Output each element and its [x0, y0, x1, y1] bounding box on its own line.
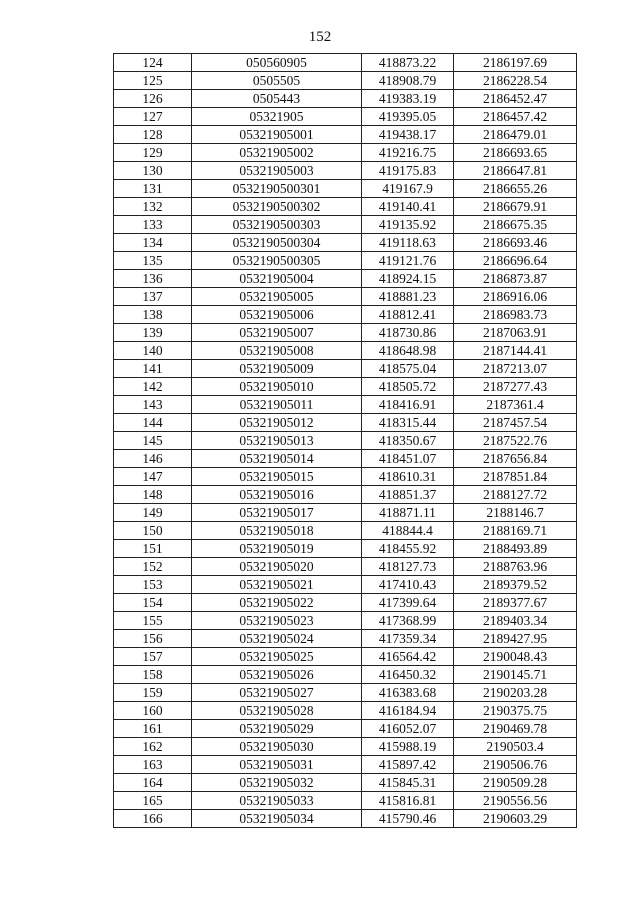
x-coordinate-cell: 419118.63 — [362, 234, 454, 252]
table-row — [114, 180, 577, 198]
table-row — [114, 306, 577, 324]
y-coordinate-cell: 2189427.95 — [454, 630, 577, 648]
table-row — [114, 342, 577, 360]
row-number-cell: 131 — [114, 180, 192, 198]
y-coordinate-cell: 2188169.71 — [454, 522, 577, 540]
table-row — [114, 612, 577, 630]
point-code-cell: 05321905026 — [192, 666, 362, 684]
row-number-cell: 149 — [114, 504, 192, 522]
row-number-cell: 154 — [114, 594, 192, 612]
point-code-cell: 05321905011 — [192, 396, 362, 414]
y-coordinate-cell: 2190603.29 — [454, 810, 577, 828]
table-row — [114, 54, 577, 72]
table-row — [114, 684, 577, 702]
point-code-cell: 05321905024 — [192, 630, 362, 648]
table-row — [114, 252, 577, 270]
table-row — [114, 630, 577, 648]
x-coordinate-cell: 419438.17 — [362, 126, 454, 144]
row-number-cell: 150 — [114, 522, 192, 540]
table-row — [114, 504, 577, 522]
y-coordinate-cell: 2188127.72 — [454, 486, 577, 504]
table-row — [114, 396, 577, 414]
row-number-cell: 142 — [114, 378, 192, 396]
y-coordinate-cell: 2187277.43 — [454, 378, 577, 396]
x-coordinate-cell: 415988.19 — [362, 738, 454, 756]
table-row — [114, 666, 577, 684]
y-coordinate-cell: 2190506.76 — [454, 756, 577, 774]
row-number-cell: 161 — [114, 720, 192, 738]
row-number-cell: 146 — [114, 450, 192, 468]
x-coordinate-cell: 419175.83 — [362, 162, 454, 180]
table-row — [114, 378, 577, 396]
row-number-cell: 157 — [114, 648, 192, 666]
point-code-cell: 05321905003 — [192, 162, 362, 180]
row-number-cell: 125 — [114, 72, 192, 90]
point-code-cell: 05321905033 — [192, 792, 362, 810]
row-number-cell: 163 — [114, 756, 192, 774]
table-row — [114, 360, 577, 378]
table-row — [114, 216, 577, 234]
row-number-cell: 124 — [114, 54, 192, 72]
x-coordinate-cell: 418610.31 — [362, 468, 454, 486]
row-number-cell: 164 — [114, 774, 192, 792]
table-row — [114, 594, 577, 612]
y-coordinate-cell: 2190469.78 — [454, 720, 577, 738]
table-row — [114, 468, 577, 486]
table-row — [114, 558, 577, 576]
x-coordinate-cell: 418871.11 — [362, 504, 454, 522]
x-coordinate-cell: 417359.34 — [362, 630, 454, 648]
row-number-cell: 129 — [114, 144, 192, 162]
row-number-cell: 133 — [114, 216, 192, 234]
table-row — [114, 702, 577, 720]
table-row — [114, 414, 577, 432]
row-number-cell: 151 — [114, 540, 192, 558]
table-row — [114, 774, 577, 792]
y-coordinate-cell: 2186983.73 — [454, 306, 577, 324]
table-row — [114, 432, 577, 450]
x-coordinate-cell: 418812.41 — [362, 306, 454, 324]
row-number-cell: 132 — [114, 198, 192, 216]
row-number-cell: 138 — [114, 306, 192, 324]
x-coordinate-cell: 418924.15 — [362, 270, 454, 288]
point-code-cell: 05321905031 — [192, 756, 362, 774]
row-number-cell: 137 — [114, 288, 192, 306]
x-coordinate-cell: 417410.43 — [362, 576, 454, 594]
point-code-cell: 050560905 — [192, 54, 362, 72]
table-row — [114, 522, 577, 540]
y-coordinate-cell: 2189379.52 — [454, 576, 577, 594]
point-code-cell: 05321905025 — [192, 648, 362, 666]
point-code-cell: 0532190500304 — [192, 234, 362, 252]
row-number-cell: 156 — [114, 630, 192, 648]
x-coordinate-cell: 418851.37 — [362, 486, 454, 504]
point-code-cell: 05321905010 — [192, 378, 362, 396]
y-coordinate-cell: 2187063.91 — [454, 324, 577, 342]
x-coordinate-cell: 418873.22 — [362, 54, 454, 72]
row-number-cell: 128 — [114, 126, 192, 144]
point-code-cell: 05321905002 — [192, 144, 362, 162]
table-row — [114, 738, 577, 756]
row-number-cell: 147 — [114, 468, 192, 486]
x-coordinate-cell: 418844.4 — [362, 522, 454, 540]
y-coordinate-cell: 2186675.35 — [454, 216, 577, 234]
y-coordinate-cell: 2188763.96 — [454, 558, 577, 576]
point-code-cell: 0532190500305 — [192, 252, 362, 270]
row-number-cell: 135 — [114, 252, 192, 270]
row-number-cell: 165 — [114, 792, 192, 810]
y-coordinate-cell: 2186693.65 — [454, 144, 577, 162]
row-number-cell: 126 — [114, 90, 192, 108]
y-coordinate-cell: 2186452.47 — [454, 90, 577, 108]
point-code-cell: 05321905004 — [192, 270, 362, 288]
y-coordinate-cell: 2187522.76 — [454, 432, 577, 450]
y-coordinate-cell: 2186696.64 — [454, 252, 577, 270]
point-code-cell: 05321905014 — [192, 450, 362, 468]
point-code-cell: 0505443 — [192, 90, 362, 108]
x-coordinate-cell: 416383.68 — [362, 684, 454, 702]
row-number-cell: 141 — [114, 360, 192, 378]
x-coordinate-cell: 419216.75 — [362, 144, 454, 162]
point-code-cell: 05321905005 — [192, 288, 362, 306]
y-coordinate-cell: 2187851.84 — [454, 468, 577, 486]
y-coordinate-cell: 2190375.75 — [454, 702, 577, 720]
table-row — [114, 288, 577, 306]
y-coordinate-cell: 2186679.91 — [454, 198, 577, 216]
table-row — [114, 234, 577, 252]
x-coordinate-cell: 418575.04 — [362, 360, 454, 378]
page-number: 152 — [308, 29, 332, 45]
y-coordinate-cell: 2186197.69 — [454, 54, 577, 72]
table-row — [114, 486, 577, 504]
table-row — [114, 90, 577, 108]
x-coordinate-cell: 418350.67 — [362, 432, 454, 450]
point-code-cell: 05321905008 — [192, 342, 362, 360]
point-code-cell: 05321905009 — [192, 360, 362, 378]
point-code-cell: 05321905018 — [192, 522, 362, 540]
x-coordinate-cell: 418315.44 — [362, 414, 454, 432]
point-code-cell: 0532190500301 — [192, 180, 362, 198]
point-code-cell: 05321905027 — [192, 684, 362, 702]
point-code-cell: 0532190500302 — [192, 198, 362, 216]
x-coordinate-cell: 416052.07 — [362, 720, 454, 738]
table-row — [114, 270, 577, 288]
row-number-cell: 153 — [114, 576, 192, 594]
row-number-cell: 134 — [114, 234, 192, 252]
x-coordinate-cell: 415845.31 — [362, 774, 454, 792]
table-row — [114, 576, 577, 594]
point-code-cell: 05321905006 — [192, 306, 362, 324]
x-coordinate-cell: 416450.32 — [362, 666, 454, 684]
y-coordinate-cell: 2189377.67 — [454, 594, 577, 612]
point-code-cell: 05321905021 — [192, 576, 362, 594]
row-number-cell: 143 — [114, 396, 192, 414]
point-code-cell: 05321905001 — [192, 126, 362, 144]
table-body — [114, 54, 577, 828]
x-coordinate-cell: 419140.41 — [362, 198, 454, 216]
x-coordinate-cell: 418127.73 — [362, 558, 454, 576]
point-code-cell: 05321905034 — [192, 810, 362, 828]
y-coordinate-cell: 2190556.56 — [454, 792, 577, 810]
point-code-cell: 05321905022 — [192, 594, 362, 612]
table-row — [114, 108, 577, 126]
y-coordinate-cell: 2186479.01 — [454, 126, 577, 144]
y-coordinate-cell: 2186647.81 — [454, 162, 577, 180]
table-row — [114, 324, 577, 342]
x-coordinate-cell: 417368.99 — [362, 612, 454, 630]
table-row — [114, 810, 577, 828]
x-coordinate-cell: 419383.19 — [362, 90, 454, 108]
table-row — [114, 126, 577, 144]
point-code-cell: 05321905015 — [192, 468, 362, 486]
y-coordinate-cell: 2187213.07 — [454, 360, 577, 378]
x-coordinate-cell: 418881.23 — [362, 288, 454, 306]
table-row — [114, 792, 577, 810]
x-coordinate-cell: 419167.9 — [362, 180, 454, 198]
y-coordinate-cell: 2187656.84 — [454, 450, 577, 468]
x-coordinate-cell: 417399.64 — [362, 594, 454, 612]
y-coordinate-cell: 2190203.28 — [454, 684, 577, 702]
point-code-cell: 05321905 — [192, 108, 362, 126]
row-number-cell: 139 — [114, 324, 192, 342]
point-code-cell: 05321905012 — [192, 414, 362, 432]
point-code-cell: 05321905019 — [192, 540, 362, 558]
table-row — [114, 72, 577, 90]
y-coordinate-cell: 2190509.28 — [454, 774, 577, 792]
x-coordinate-cell: 418908.79 — [362, 72, 454, 90]
x-coordinate-cell: 418451.07 — [362, 450, 454, 468]
y-coordinate-cell: 2190048.43 — [454, 648, 577, 666]
y-coordinate-cell: 2186873.87 — [454, 270, 577, 288]
row-number-cell: 159 — [114, 684, 192, 702]
y-coordinate-cell: 2186228.54 — [454, 72, 577, 90]
row-number-cell: 152 — [114, 558, 192, 576]
row-number-cell: 130 — [114, 162, 192, 180]
table-row — [114, 648, 577, 666]
point-code-cell: 05321905030 — [192, 738, 362, 756]
y-coordinate-cell: 2187361.4 — [454, 396, 577, 414]
row-number-cell: 136 — [114, 270, 192, 288]
table-row — [114, 198, 577, 216]
table-row — [114, 450, 577, 468]
y-coordinate-cell: 2186457.42 — [454, 108, 577, 126]
x-coordinate-cell: 418416.91 — [362, 396, 454, 414]
x-coordinate-cell: 419135.92 — [362, 216, 454, 234]
y-coordinate-cell: 2188146.7 — [454, 504, 577, 522]
row-number-cell: 144 — [114, 414, 192, 432]
row-number-cell: 166 — [114, 810, 192, 828]
table-row — [114, 162, 577, 180]
y-coordinate-cell: 2187457.54 — [454, 414, 577, 432]
table-row — [114, 144, 577, 162]
y-coordinate-cell: 2189403.34 — [454, 612, 577, 630]
row-number-cell: 145 — [114, 432, 192, 450]
table-row — [114, 540, 577, 558]
point-code-cell: 05321905017 — [192, 504, 362, 522]
x-coordinate-cell: 418505.72 — [362, 378, 454, 396]
point-code-cell: 05321905020 — [192, 558, 362, 576]
x-coordinate-cell: 415790.46 — [362, 810, 454, 828]
point-code-cell: 05321905028 — [192, 702, 362, 720]
row-number-cell: 140 — [114, 342, 192, 360]
y-coordinate-cell: 2190503.4 — [454, 738, 577, 756]
table-row — [114, 720, 577, 738]
point-code-cell: 05321905023 — [192, 612, 362, 630]
x-coordinate-cell: 418648.98 — [362, 342, 454, 360]
x-coordinate-cell: 416564.42 — [362, 648, 454, 666]
point-code-cell: 05321905007 — [192, 324, 362, 342]
table-row — [114, 756, 577, 774]
row-number-cell: 162 — [114, 738, 192, 756]
x-coordinate-cell: 415897.42 — [362, 756, 454, 774]
x-coordinate-cell: 415816.81 — [362, 792, 454, 810]
y-coordinate-cell: 2186916.06 — [454, 288, 577, 306]
x-coordinate-cell: 416184.94 — [362, 702, 454, 720]
point-code-cell: 0505505 — [192, 72, 362, 90]
y-coordinate-cell: 2188493.89 — [454, 540, 577, 558]
point-code-cell: 05321905016 — [192, 486, 362, 504]
x-coordinate-cell: 419121.76 — [362, 252, 454, 270]
y-coordinate-cell: 2190145.71 — [454, 666, 577, 684]
point-code-cell: 0532190500303 — [192, 216, 362, 234]
y-coordinate-cell: 2186655.26 — [454, 180, 577, 198]
row-number-cell: 148 — [114, 486, 192, 504]
coordinates-table — [113, 53, 577, 828]
y-coordinate-cell: 2187144.41 — [454, 342, 577, 360]
row-number-cell: 158 — [114, 666, 192, 684]
row-number-cell: 155 — [114, 612, 192, 630]
point-code-cell: 05321905032 — [192, 774, 362, 792]
x-coordinate-cell: 419395.05 — [362, 108, 454, 126]
point-code-cell: 05321905013 — [192, 432, 362, 450]
x-coordinate-cell: 418730.86 — [362, 324, 454, 342]
row-number-cell: 160 — [114, 702, 192, 720]
row-number-cell: 127 — [114, 108, 192, 126]
point-code-cell: 05321905029 — [192, 720, 362, 738]
y-coordinate-cell: 2186693.46 — [454, 234, 577, 252]
x-coordinate-cell: 418455.92 — [362, 540, 454, 558]
